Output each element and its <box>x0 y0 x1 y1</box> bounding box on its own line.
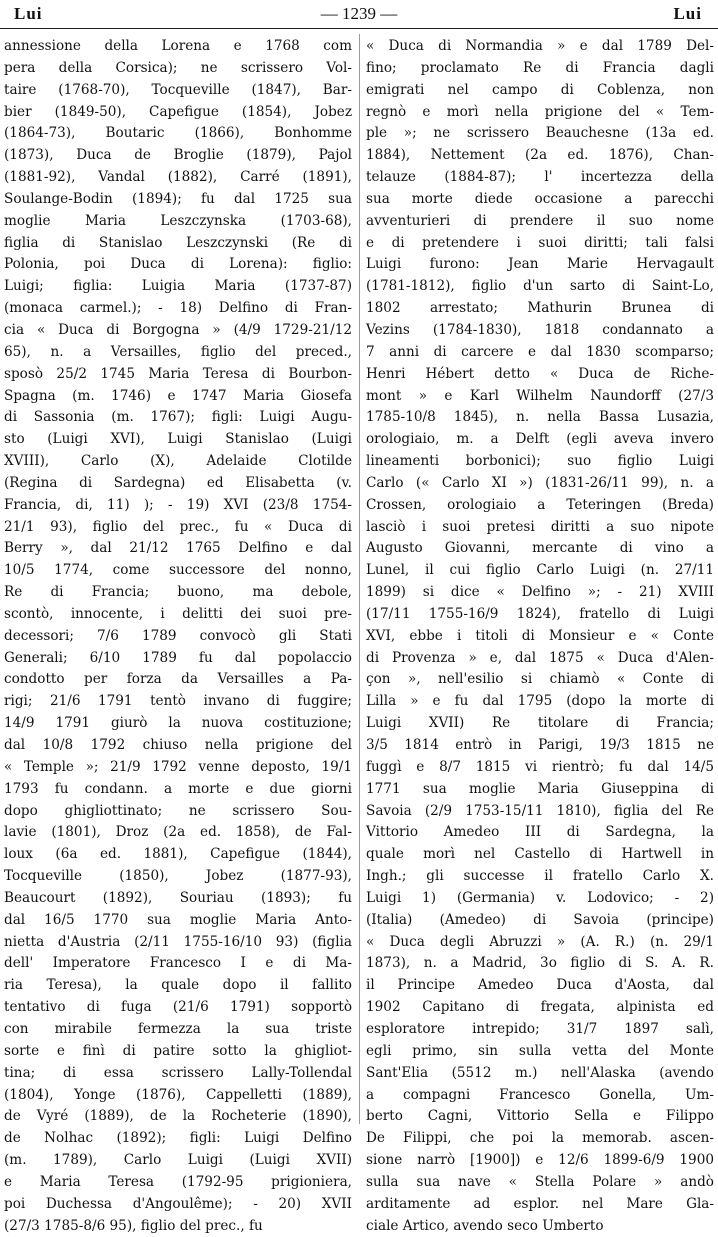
text-line: 10/5 1774, come successore del nonno, <box>4 562 352 579</box>
text-line: e di pretendere i suoi diritti; tali falsi <box>366 234 714 251</box>
text-line: Luigi 1) (Germania) v. Lodovico; - 2) <box>366 889 714 906</box>
text-line: 7 anni di carcere e dal 1830 scomparso; <box>366 343 714 360</box>
text-line: nietta d'Austria (2/11 1755-16/10 93) (figlia <box>4 933 352 950</box>
text-line: 1902 Capitano di fregata, alpinista ed <box>366 999 714 1016</box>
text-line: 14/9 1791 giurò la nuova costituzione; <box>4 715 352 732</box>
text-line: « Temple »; 21/9 1792 venne deposto, 19/1 <box>4 758 352 775</box>
text-line: de Vyré (1889), de la Rocheterie (1890), <box>4 1108 352 1125</box>
text-line: rigi; 21/6 1791 tentò invano di fuggire; <box>4 693 352 710</box>
text-line: Tocqueville (1850), Jobez (1877-93), <box>4 868 352 885</box>
text-line: avventurieri di prendere il suo nome <box>366 212 714 229</box>
right-column <box>366 36 714 1237</box>
text-line: annessione della Lorena e 1768 com <box>4 38 352 54</box>
text-line: loux (6a ed. 1881), Capefigue (1844), <box>4 846 352 863</box>
text-line: Francia, di, 11) ); - 19) XVI (23/8 1754- <box>4 496 352 513</box>
text-line: 3/5 1814 entrò in Parigi, 19/3 1815 ne <box>366 737 714 753</box>
text-line: De Filippi, che poi la memorab. ascen- <box>366 1130 714 1147</box>
text-line: 1793 fu condann. a morte e due giorni <box>4 780 352 797</box>
text-line: e Maria Teresa (1792-95 prigioniera, <box>4 1173 352 1190</box>
running-head-left: Lui <box>14 4 43 23</box>
text-line: lineamenti borbonici); suo figlio Luigi <box>366 453 714 470</box>
text-line: fino; proclamato Re di Francia dagli <box>366 59 714 76</box>
text-line: il Principe Amedeo Duca d'Aosta, dal <box>366 977 714 994</box>
text-line: dell' Imperatore Francesco I e di Ma- <box>4 955 352 972</box>
text-line: Generali; 6/10 1789 fu dal popolaccio <box>4 649 352 666</box>
text-line: condotto per forza da Versailles a Pa- <box>4 671 352 688</box>
text-line: 21/1 93), figlio del prec., fu « Duca di <box>4 518 352 535</box>
text-line: lavie (1801), Droz (2a ed. 1858), de Fal- <box>4 824 352 841</box>
text-line: ple »; ne scrissero Beauchesne (13a ed. <box>366 125 714 142</box>
text-line: Lilla » e fu dal 1795 (dopo la morte di <box>366 693 714 710</box>
text-line: çon », nell'esilio si chiamò « Conte di <box>366 671 714 688</box>
text-line: sorte e finì di patire sotto la ghigliot- <box>4 1042 352 1059</box>
text-line: ria Teresa), la quale dopo il fallito <box>4 977 352 994</box>
text-line: (27/3 1785-8/6 95), figlio del prec., fu <box>4 1217 263 1234</box>
text-line: fuggì e 8/7 1815 vi rientrò; fu dal 14/5 <box>366 758 714 775</box>
text-line: lasciò i suoi pretesi diritti a suo nipote <box>366 518 714 535</box>
text-line: Luigi XVII) Re titolare di Francia; <box>366 715 714 732</box>
text-line: Polonia, poi Duca di Lorena): figlio: <box>4 256 352 273</box>
text-line: telauze (1884-87); l' incertezza della <box>366 169 714 186</box>
text-line: (1804), Yonge (1876), Cappelletti (1889), <box>4 1086 352 1103</box>
text-line: sua morte diede occasione a parecchi <box>366 190 714 207</box>
text-line: XVI, ebbe i titoli di Monsieur e « Conte <box>366 627 714 644</box>
text-line: Re di Francia; buono, ma debole, <box>4 584 352 601</box>
text-line: orologiaio, m. a Delft (egli aveva invero <box>366 431 714 448</box>
text-line: esploratore intrepido; 31/7 1897 salì, <box>366 1020 714 1037</box>
text-line: dal 16/5 1770 sua moglie Maria Anto- <box>4 911 352 928</box>
text-line: (Italia) (Amedeo) di Savoia (principe) <box>366 911 714 928</box>
text-line: decessori; 7/6 1789 convocò gli Stati <box>4 627 352 644</box>
text-line: (m. 1789), Carlo Luigi (Luigi XVII) <box>4 1152 352 1169</box>
text-line: Luigi furono: Jean Marie Hervagault <box>366 256 714 273</box>
column-divider <box>359 34 360 1124</box>
text-line: Ingh.; gli successe il fratello Carlo X. <box>366 868 714 885</box>
text-line: Spagna (m. 1746) e 1747 Maria Giosefa <box>4 387 352 404</box>
text-line: 1873), n. a Madrid, 3o figlio di S. A. R. <box>366 955 714 972</box>
text-line: tentativo di fuga (21/6 1791) sopportò <box>4 999 352 1016</box>
text-line: Carlo (« Carlo XI ») (1831-26/11 99), n. a <box>366 474 714 491</box>
text-line: 1771 sua moglie Maria Giuseppina di <box>366 780 714 797</box>
page-number: — 1239 — <box>320 4 398 23</box>
text-line: di Sassonia (m. 1767); figli: Luigi Augu- <box>4 409 352 426</box>
text-line: Savoia (2/9 1753-15/11 1810), figlia del Re <box>366 802 714 819</box>
text-line: emigrati nel campo di Coblenza, non <box>366 81 714 98</box>
text-line: (1864-73), Boutaric (1866), Bonhomme <box>4 125 352 142</box>
text-line: Crossen, orologiaio a Teteringen (Breda) <box>366 496 714 513</box>
text-line: 65), n. a Versailles, figlio del preced., <box>4 343 352 360</box>
text-line: Sant'Elia (5512 m.) nell'Alaska (avendo <box>366 1064 714 1081</box>
text-line: ciale Artico, avendo seco Umberto <box>366 1217 604 1234</box>
text-line: di Provenza » e, dal 1875 « Duca d'Alen- <box>366 649 714 666</box>
text-line: (Regina di Sardegna) ed Elisabetta (v. <box>4 474 352 491</box>
running-head-right: Lui <box>673 4 702 23</box>
text-line: Henri Hébert detto « Duca de Riche- <box>366 365 714 382</box>
text-line: egli primo, sin sulla vetta del Monte <box>366 1042 714 1059</box>
text-line: Soulange-Bodin (1894); fu dal 1725 sua <box>4 190 352 207</box>
text-line: poi Duchessa d'Angoulême); - 20) XVII <box>4 1195 352 1212</box>
text-line: Luigi; figlia: Luigia Maria (1737-87) <box>4 278 352 295</box>
text-line: Berry », dal 21/12 1765 Delfino e dal <box>4 540 352 557</box>
text-line: (monaca carmel.); - 18) Delfino di Fran- <box>4 300 352 317</box>
text-line: 1884), Nettement (2a ed. 1876), Chan- <box>366 147 714 164</box>
text-line: XVIII), Carlo (X), Adelaide Clotilde <box>4 453 352 470</box>
text-line: quale morì nel Castello di Hartwell in <box>366 846 714 863</box>
text-line: berto Cagni, Vittorio Sella e Filippo <box>366 1108 714 1125</box>
text-line: tina; di essa scrissero Lally-Tollendal <box>4 1064 352 1081</box>
text-line: Vittorio Amedeo III di Sardegna, la <box>366 824 714 841</box>
text-line: sione narrò [1900]) e 12/6 1899-6/9 1900 <box>366 1152 714 1169</box>
text-line: sposò 25/2 1745 Maria Teresa di Bourbon- <box>4 365 352 382</box>
text-line: a compagni Francesco Gonella, Um- <box>366 1086 714 1103</box>
text-line: 1785-10/8 1845), n. nella Bassa Lusazia, <box>366 409 714 426</box>
text-line: (17/11 1755-16/9 1824), fratello di Luigi <box>366 605 714 622</box>
text-line: de Nolhac (1892); figli: Luigi Delfino <box>4 1130 352 1147</box>
text-line: mont » e Karl Wilhelm Naundorff (27/3 <box>366 387 714 404</box>
text-line: cia « Duca di Borgogna » (4/9 1729-21/12 <box>4 321 352 338</box>
page-header <box>0 4 718 26</box>
text-line: taire (1768-70), Tocqueville (1847), Bar- <box>4 81 352 98</box>
text-line: (1781-1812), figlio d'un sarto di Saint-Lo, <box>366 278 714 295</box>
text-line: dal 10/8 1792 chiuso nella prigione del <box>4 737 352 753</box>
text-line: 1802 arrestato; Mathurin Brunea di <box>366 300 714 317</box>
text-line: bier (1849-50), Capefigue (1854), Jobez <box>4 103 352 120</box>
text-line: (1881-92), Vandal (1882), Carré (1891), <box>4 169 352 186</box>
text-line: « Duca di Normandia » e dal 1789 Del- <box>366 38 714 54</box>
text-line: Lunel, il cui figlio Carlo Luigi (n. 27/11 <box>366 562 714 579</box>
text-line: sto (Luigi XVI), Luigi Stanislao (Luigi <box>4 431 352 448</box>
text-line: regnò e morì nella prigione del « Tem- <box>366 103 714 120</box>
text-line: sulla sua nave « Stella Polare » andò <box>366 1173 714 1190</box>
text-line: figlia di Stanislao Leszczynski (Re di <box>4 234 352 251</box>
left-column <box>4 36 352 1237</box>
text-line: Augusto Giovanni, mercante di vino a <box>366 540 714 557</box>
header-rule <box>0 28 718 29</box>
text-line: moglie Maria Leszczynska (1703-68), <box>4 212 352 229</box>
text-line: 1899) si dice « Delfino »; - 21) XVIII <box>366 584 714 601</box>
text-line: con mirabile fermezza la sua triste <box>4 1020 352 1037</box>
text-line: Beaucourt (1892), Souriau (1893); fu <box>4 889 352 906</box>
text-line: Vezins (1784-1830), 1818 condannato a <box>366 321 714 338</box>
text-line: scontò, innocente, i delitti dei suoi pre- <box>4 605 352 622</box>
text-line: arditamente ad esplor. nel Mare Gla- <box>366 1195 714 1212</box>
text-line: pera della Corsica); ne scrissero Vol- <box>4 59 352 76</box>
text-line: (1873), Duca de Broglie (1879), Pajol <box>4 147 352 164</box>
text-line: « Duca degli Abruzzi » (A. R.) (n. 29/1 <box>366 933 714 950</box>
text-line: dopo ghigliottinato; ne scrissero Sou- <box>4 802 352 819</box>
